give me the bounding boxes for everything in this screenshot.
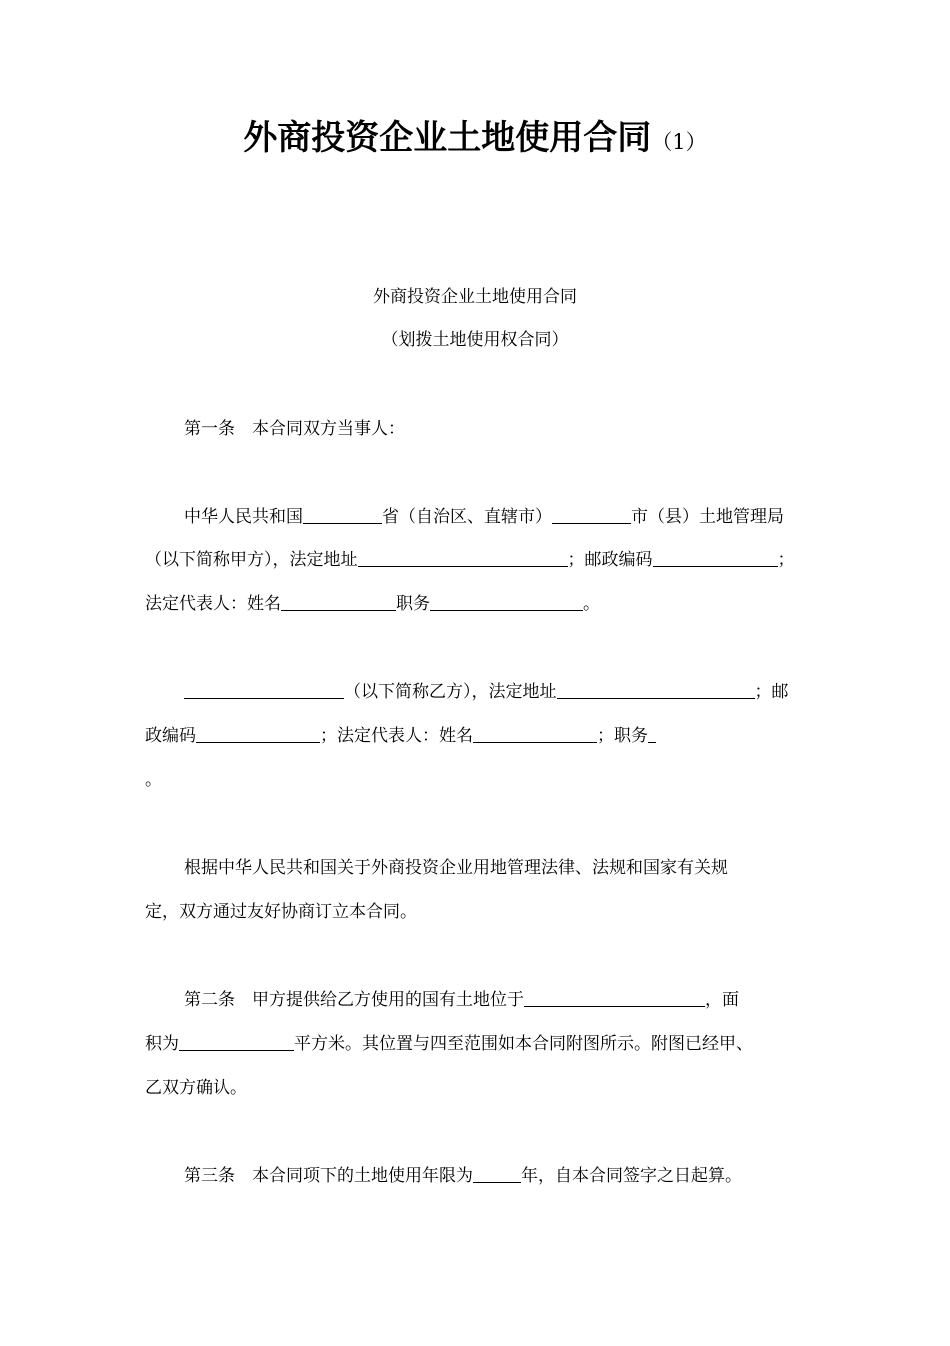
article2-text: 积为: [145, 1034, 179, 1054]
party-b-name-blank[interactable]: [184, 680, 344, 699]
title-number: （1）: [651, 130, 707, 154]
document-title: [0, 112, 950, 168]
article3-text: 第三条 本合同项下的土地使用年限为: [184, 1166, 473, 1186]
article2-text: 平方米。其位置与四至范围如本合同附图所示。附图已经甲、: [294, 1034, 753, 1054]
subtitle-line2: （划拨土地使用权合同）: [381, 330, 569, 350]
term-years-blank[interactable]: [473, 1164, 521, 1183]
party-a-text: （以下简称甲方），法定地址: [145, 550, 358, 570]
party-b-text: （以下简称乙方），法定地址: [344, 682, 557, 702]
party-b-postcode-blank[interactable]: [196, 724, 320, 743]
article2-text: ，面: [705, 990, 739, 1010]
party-a-line2: [145, 548, 795, 572]
land-area-blank[interactable]: [179, 1032, 294, 1051]
city-blank[interactable]: [552, 505, 631, 524]
party-b-text: ；法定代表人：姓名: [320, 726, 473, 746]
party-a-text: 市（县）土地管理局: [631, 507, 784, 527]
party-a-text: ；邮政编码: [567, 550, 653, 570]
party-b-line3: 。: [145, 770, 162, 790]
party-a-line1: [184, 505, 784, 529]
party-a-text: ；: [777, 550, 795, 570]
article1-heading: 第一条 本合同双方当事人：: [184, 419, 405, 439]
article3-text: 年，自本合同签字之日起算。: [521, 1166, 742, 1186]
basis-line2: 定，双方通过友好协商订立本合同。: [145, 902, 417, 922]
party-b-text: 政编码: [145, 726, 196, 746]
party-a-postcode-blank[interactable]: [653, 548, 778, 567]
article2-text: 第二条 甲方提供给乙方使用的国有土地位于: [184, 990, 524, 1010]
party-b-text: ；职务: [597, 726, 648, 746]
article2-line2: [145, 1032, 753, 1056]
party-a-line3: [145, 592, 600, 616]
subtitle-line1: 外商投资企业土地使用合同: [373, 287, 577, 307]
party-a-text: 省（自治区、直辖市）: [382, 507, 552, 527]
party-a-text: 职务: [396, 594, 430, 614]
land-location-blank[interactable]: [524, 988, 705, 1007]
basis-line1: 根据中华人民共和国关于外商投资企业用地管理法律、法规和国家有关规: [184, 858, 728, 878]
article3-line1: [184, 1164, 742, 1188]
party-a-address-blank[interactable]: [358, 548, 568, 567]
party-a-text: 。: [583, 594, 600, 614]
province-blank[interactable]: [303, 505, 382, 524]
party-a-text: 中华人民共和国: [184, 507, 303, 527]
party-b-rep-title-blank[interactable]: [648, 724, 656, 743]
article2-line1: [184, 988, 739, 1012]
party-a-text: 法定代表人：姓名: [145, 594, 281, 614]
article2-line3: 乙双方确认。: [145, 1078, 247, 1098]
party-b-rep-name-blank[interactable]: [473, 724, 597, 743]
party-b-line2: [145, 724, 656, 748]
party-a-rep-name-blank[interactable]: [281, 592, 396, 611]
party-b-address-blank[interactable]: [557, 680, 755, 699]
party-b-line1: [184, 680, 789, 704]
party-b-text: ；邮: [754, 682, 789, 702]
title-main: 外商投资企业土地使用合同: [243, 118, 652, 158]
party-a-rep-title-blank[interactable]: [430, 592, 583, 611]
